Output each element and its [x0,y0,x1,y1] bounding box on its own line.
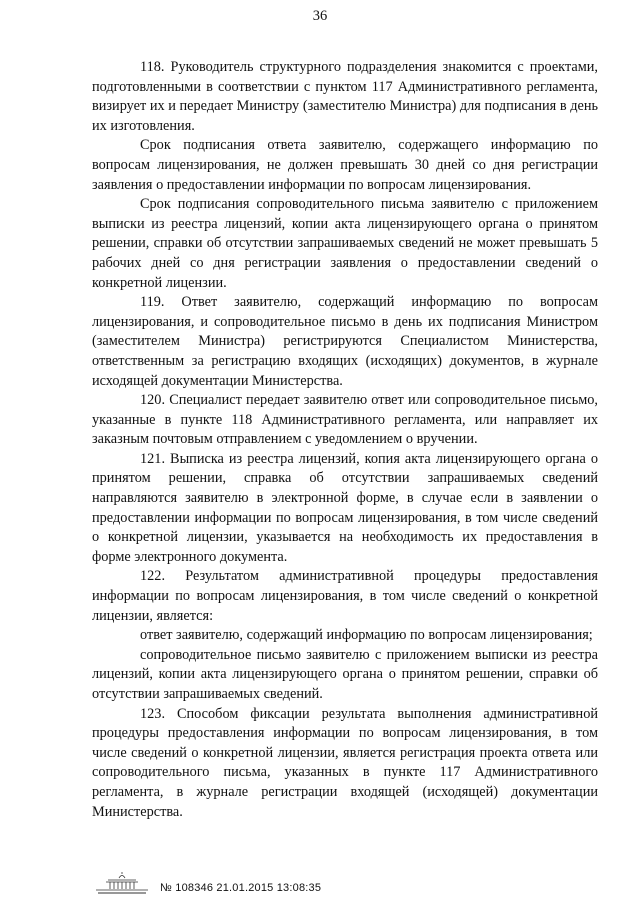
paragraph-118-term-letter: Срок подписания сопроводительного письма заявителю с приложением выписки из реестра лицензий, копии акта лицензирующего органа о принятом решении, справки об отсутствии запрашиваемых сведений не может превышать 5 рабочих дней со дня регистрации заявления о предоставлении сведений о конкретной лицензии. [92,196,598,291]
paragraph-123: 123. Способом фиксации результата выполнения административной процедуры предоставления информации по вопросам лицензирования, в том числе сведений о конкретной лицензии, является регистрация проекта ответа или сопроводительного письма, указанных в пункте 117 Административного регламента, в журнале регистрации входящей (исходящей) документации Министерства. [92,705,598,820]
government-building-icon [92,870,152,896]
page-number: 36 [312,8,328,24]
document-registration-stamp: № 108346 21.01.2015 13:08:35 [160,882,322,894]
paragraph-119: 119. Ответ заявителю, содержащий информацию по вопросам лицензирования, и сопроводительное письмо в день их подписания Министром (заместителем Министра) регистрируются Специалистом Министерства, ответственным за регистрацию входящих (исходящих) документов, в журнале исходящей документации Министерства. [92,294,598,389]
paragraph-120: 120. Специалист передает заявителю ответ или сопроводительное письмо, указанные в пункте 118 Административного регламента, или направляет их заказным почтовым отправлением с уведомлением о вручении. [92,392,598,448]
document-footer [92,870,321,896]
document-body [92,58,598,822]
paragraph-122-item-letter: сопроводительное письмо заявителю с приложением выписки из реестра лицензий, копии акта лицензирующего органа о принятом решении, справки об отсутствии запрашиваемых сведений. [92,646,598,702]
paragraph-118-term-answer: Срок подписания ответа заявителю, содержащего информацию по вопросам лицензирования, не должен превышать 30 дней со дня регистрации заявления о предоставлении информации по вопросам лицензирования. [92,137,598,193]
paragraph-118: 118. Руководитель структурного подразделения знакомится с проектами, подготовленными в соответствии с пунктом 117 Административного регламента, визирует их и передает Министру (заместителю Министра) для подписания в день их изготовления. [92,59,598,134]
paragraph-121: 121. Выписка из реестра лицензий, копия акта лицензирующего органа о принятом решении, справка об отсутствии запрашиваемых сведений направляются заявителю в электронной форме, в случае если в заявлении о предоставлении информации по вопросам лицензирования, в том числе сведений о конкретной лицензии, указывается на необходимость их предоставления в форме электронного документа. [92,450,598,565]
paragraph-122-item-answer: ответ заявителю, содержащий информацию по вопросам лицензирования; [140,627,593,644]
paragraph-122: 122. Результатом административной процедуры предоставления информации по вопросам лицензирования, в том числе сведений о конкретной лицензии, является: [92,568,598,624]
